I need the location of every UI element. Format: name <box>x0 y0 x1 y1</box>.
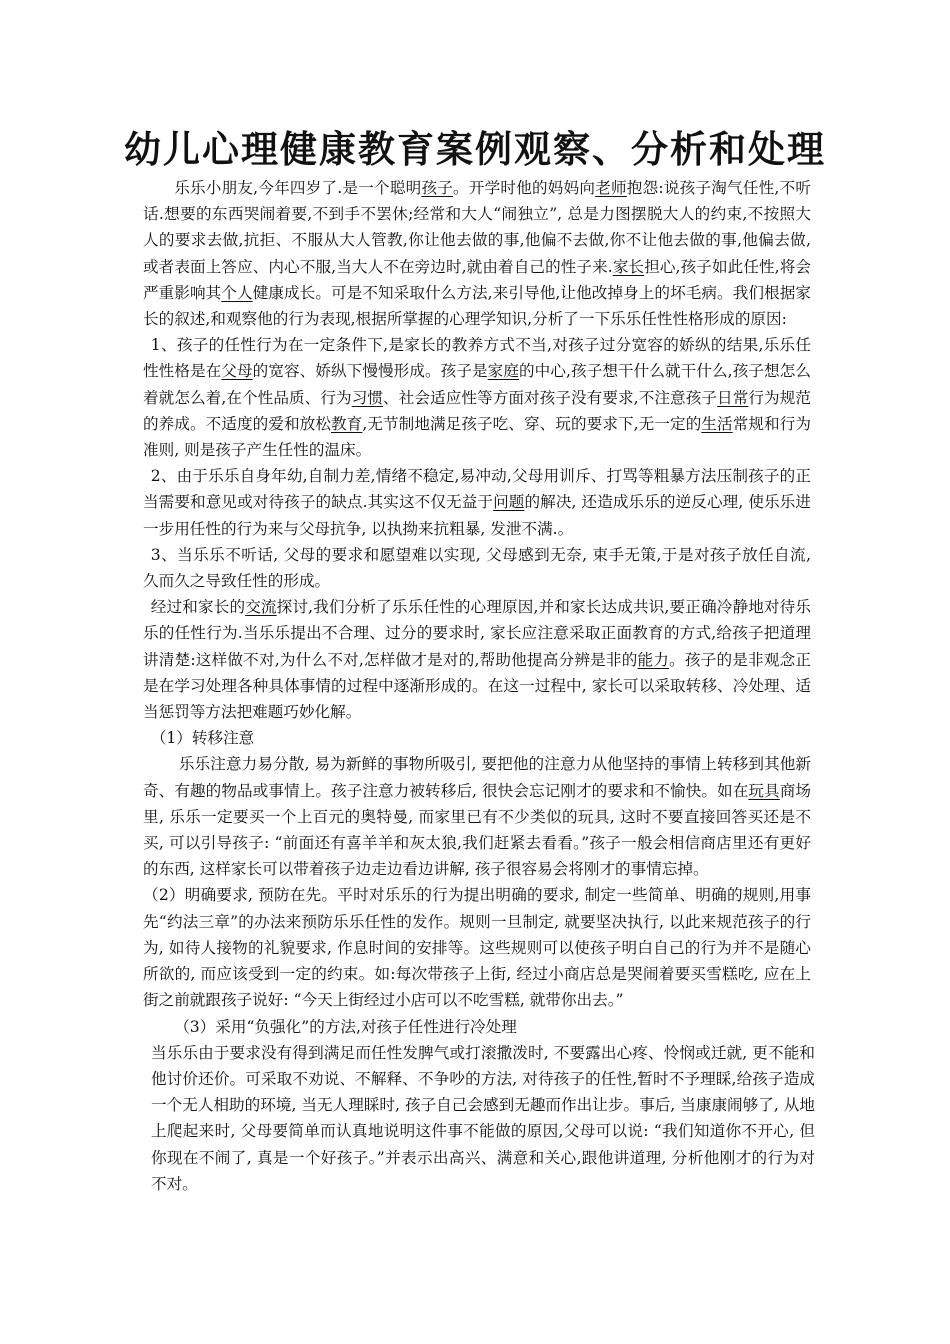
underlined-term: 家长 <box>612 257 645 276</box>
text-run: 。孩子的是非观念正是在学习处理各种具体事情的过程中逐渐形成的。在这一过程中, 家长可以采取转移、冷处理、适当惩罚等方法把难题巧妙化解。 <box>143 650 811 722</box>
text-run: 的中心,孩子想干什么就干什么,孩子想怎么着就怎么着,在个性品质、行为 <box>143 362 811 407</box>
text-run: 抱怨:说孩子淘气任性,不听话.想要的东西哭闹着要,不到手不罢休;经常和大人“闹独立”, 总是力图摆脱大人的约束,不按照大人的要求去做,抗拒、不服从大人管教,你让他去做的事,他偏不去做,你不让他去做的事,他偏去做,或者表面上答应、内心不服,当大人不在旁边时,就由着自己的性子来. <box>143 179 811 276</box>
underlined-term: 日常 <box>717 388 749 407</box>
underlined-term: 个人 <box>221 283 253 302</box>
underlined-term: 生活 <box>701 414 733 433</box>
method-paragraph-2: （2）明确要求, 预防在先。平时对乐乐的行为提出明确的要求, 制定一些简单、明确的规则,用事先“约法三章”的办法来预防乐乐任性的发作。规则一旦制定, 就要坚决执行, 以此来规范孩子的行为, 如待人接物的礼貌要求, 作息时间的安排等。这些规则可以使孩子明白自己的行为并不是随心所欲的, 而应该受到一定的约束。如:每次带孩子上街, 经过小商店总是哭闹着要买雪糕吃, 应在上街之前就跟孩子说好: “今天上街经过小店可以不吃雪糕, 就带你出去。” <box>143 886 811 1010</box>
underlined-term: 老师 <box>595 179 627 197</box>
text-run: 探讨,我们分析了乐乐任性的心理原因,并和家长达成共识,要正确冷静地对待乐乐的任性行为.当乐乐提出不合理、过分的要求时, 家长应注意采取正面教育的方式,给孩子把道理讲清楚:这样做不对,为什么不对,怎样做才是对的,帮助他提高分辨是非的 <box>143 598 811 669</box>
text-run: 经过和家长的 <box>150 598 246 617</box>
underlined-term: 能力 <box>637 650 670 669</box>
text-run: 、社会适应性等方面对孩子没有要求,不注意孩子 <box>383 388 718 407</box>
text-run: 常规和行为准则, 则是孩子产生任性的温床。 <box>143 414 811 460</box>
underlined-term: 问题 <box>493 493 525 512</box>
method-paragraph-1 <box>143 751 811 882</box>
discussion-paragraph <box>143 594 811 725</box>
text-run: 。开学时他的妈妈向 <box>453 179 596 197</box>
cause-paragraph-1 <box>143 332 811 463</box>
text-run: 商场里, 乐乐一定要买一个上百元的奥特曼, 而家里已有不少类似的玩具, 这时不要直接回答买还是不买, 可以引导孩子: “前面还有喜羊羊和灰太狼,我们赶紧去看看。”孩子一般会相信商店里还有更好的东西, 这样家长可以带着孩子边走边看边讲解, 孩子很容易会将刚才的事情忘掉。 <box>143 781 811 879</box>
cause-paragraph-2 <box>143 463 811 542</box>
underlined-term: 父母 <box>221 362 253 381</box>
underlined-term: 教育 <box>330 414 363 433</box>
cause-paragraph-3: 3、当乐乐不听话, 父母的要求和愿望难以实现, 父母感到无奈, 束手无策,于是对孩子放任自流, 久而久之导致任性的形成。 <box>143 545 811 591</box>
text-run: 行为规范的养成。不适度的爱和放松 <box>143 388 811 433</box>
underlined-term: 孩子 <box>421 179 454 197</box>
underlined-term: 家庭 <box>487 362 519 381</box>
intro-paragraph <box>143 175 811 332</box>
text-run: 2、由于乐乐自身年幼,自制力差,情绪不稳定,易冲动,父母用训斥、打骂等粗暴方法压制孩子的正当需要和意见或对待孩子的缺点.其实这不仅无益于 <box>143 467 811 512</box>
underlined-term: 交流 <box>245 598 277 617</box>
document-title: 幼儿心理健康教育案例观察、分析和处理 <box>124 128 826 171</box>
underlined-term: 习惯 <box>351 388 384 407</box>
underlined-term: 玩具 <box>748 781 780 800</box>
text-run: 担心,孩子如此任性,将会严重影响其 <box>143 257 811 302</box>
section-heading-3: （3）采用“负强化”的方法,对孩子任性进行冷处理 <box>174 1017 517 1036</box>
text-run: 乐乐小朋友,今年四岁了.是一个聪明 <box>174 179 422 197</box>
method-paragraph-3: 当乐乐由于要求没有得到满足而任性发脾气或打滚撒泼时, 不要露出心疼、怜悯或迁就, 更不能和他讨价还价。可采取不劝说、不解释、不争吵的方法, 对待孩子的任性,暂时不予理睬,给孩子造成一个无人相助的环境, 当无人理睬时, 孩子自己会感到无趣而作出让步。事后, 当康康闹够了, 从地上爬起来时, 父母要简单而认真地说明这件事不能做的原因,父母可以说: “我们知道你不开心, 但你现在不闹了, 真是一个好孩子。”并表示出高兴、满意和关心,跟他讲道理, 分析他刚才的行为对不对。 <box>151 1043 815 1193</box>
text-run: 健康成长。可是不知采取什么方法,来引导他,让他改掉身上的坏毛病。我们根据家长的叙述,和观察他的行为表现,根据所掌握的心理学知识,分析了一下乐乐任性性格形成的原因: <box>143 283 811 329</box>
document-body <box>143 175 815 1197</box>
section-heading-1: （1）转移注意 <box>150 729 255 748</box>
text-run: 1、孩子的任性行为在一定条件下,是家长的教养方式不当,对孩子过分宽容的娇纵的结果,乐乐任性性格是在 <box>143 336 811 381</box>
text-run: 的宽容、娇纵下慢慢形成。孩子是 <box>252 362 488 381</box>
text-run: 乐乐注意力易分散, 易为新鲜的事物所吸引, 要把他的注意力从他坚持的事情上转移到其他新奇、有趣的物品或事情上。孩子注意力被转移后, 很快会忘记刚才的要求和不愉快。如在 <box>143 755 811 800</box>
text-run: 的解决, 还造成乐乐的逆反心理, 使乐乐进一步用任性的行为来与父母抗争, 以执拗来抗粗暴, 发泄不满.。 <box>143 493 811 538</box>
text-run: ,无节制地满足孩子吃、穿、玩的要求下,无一定的 <box>362 414 702 433</box>
